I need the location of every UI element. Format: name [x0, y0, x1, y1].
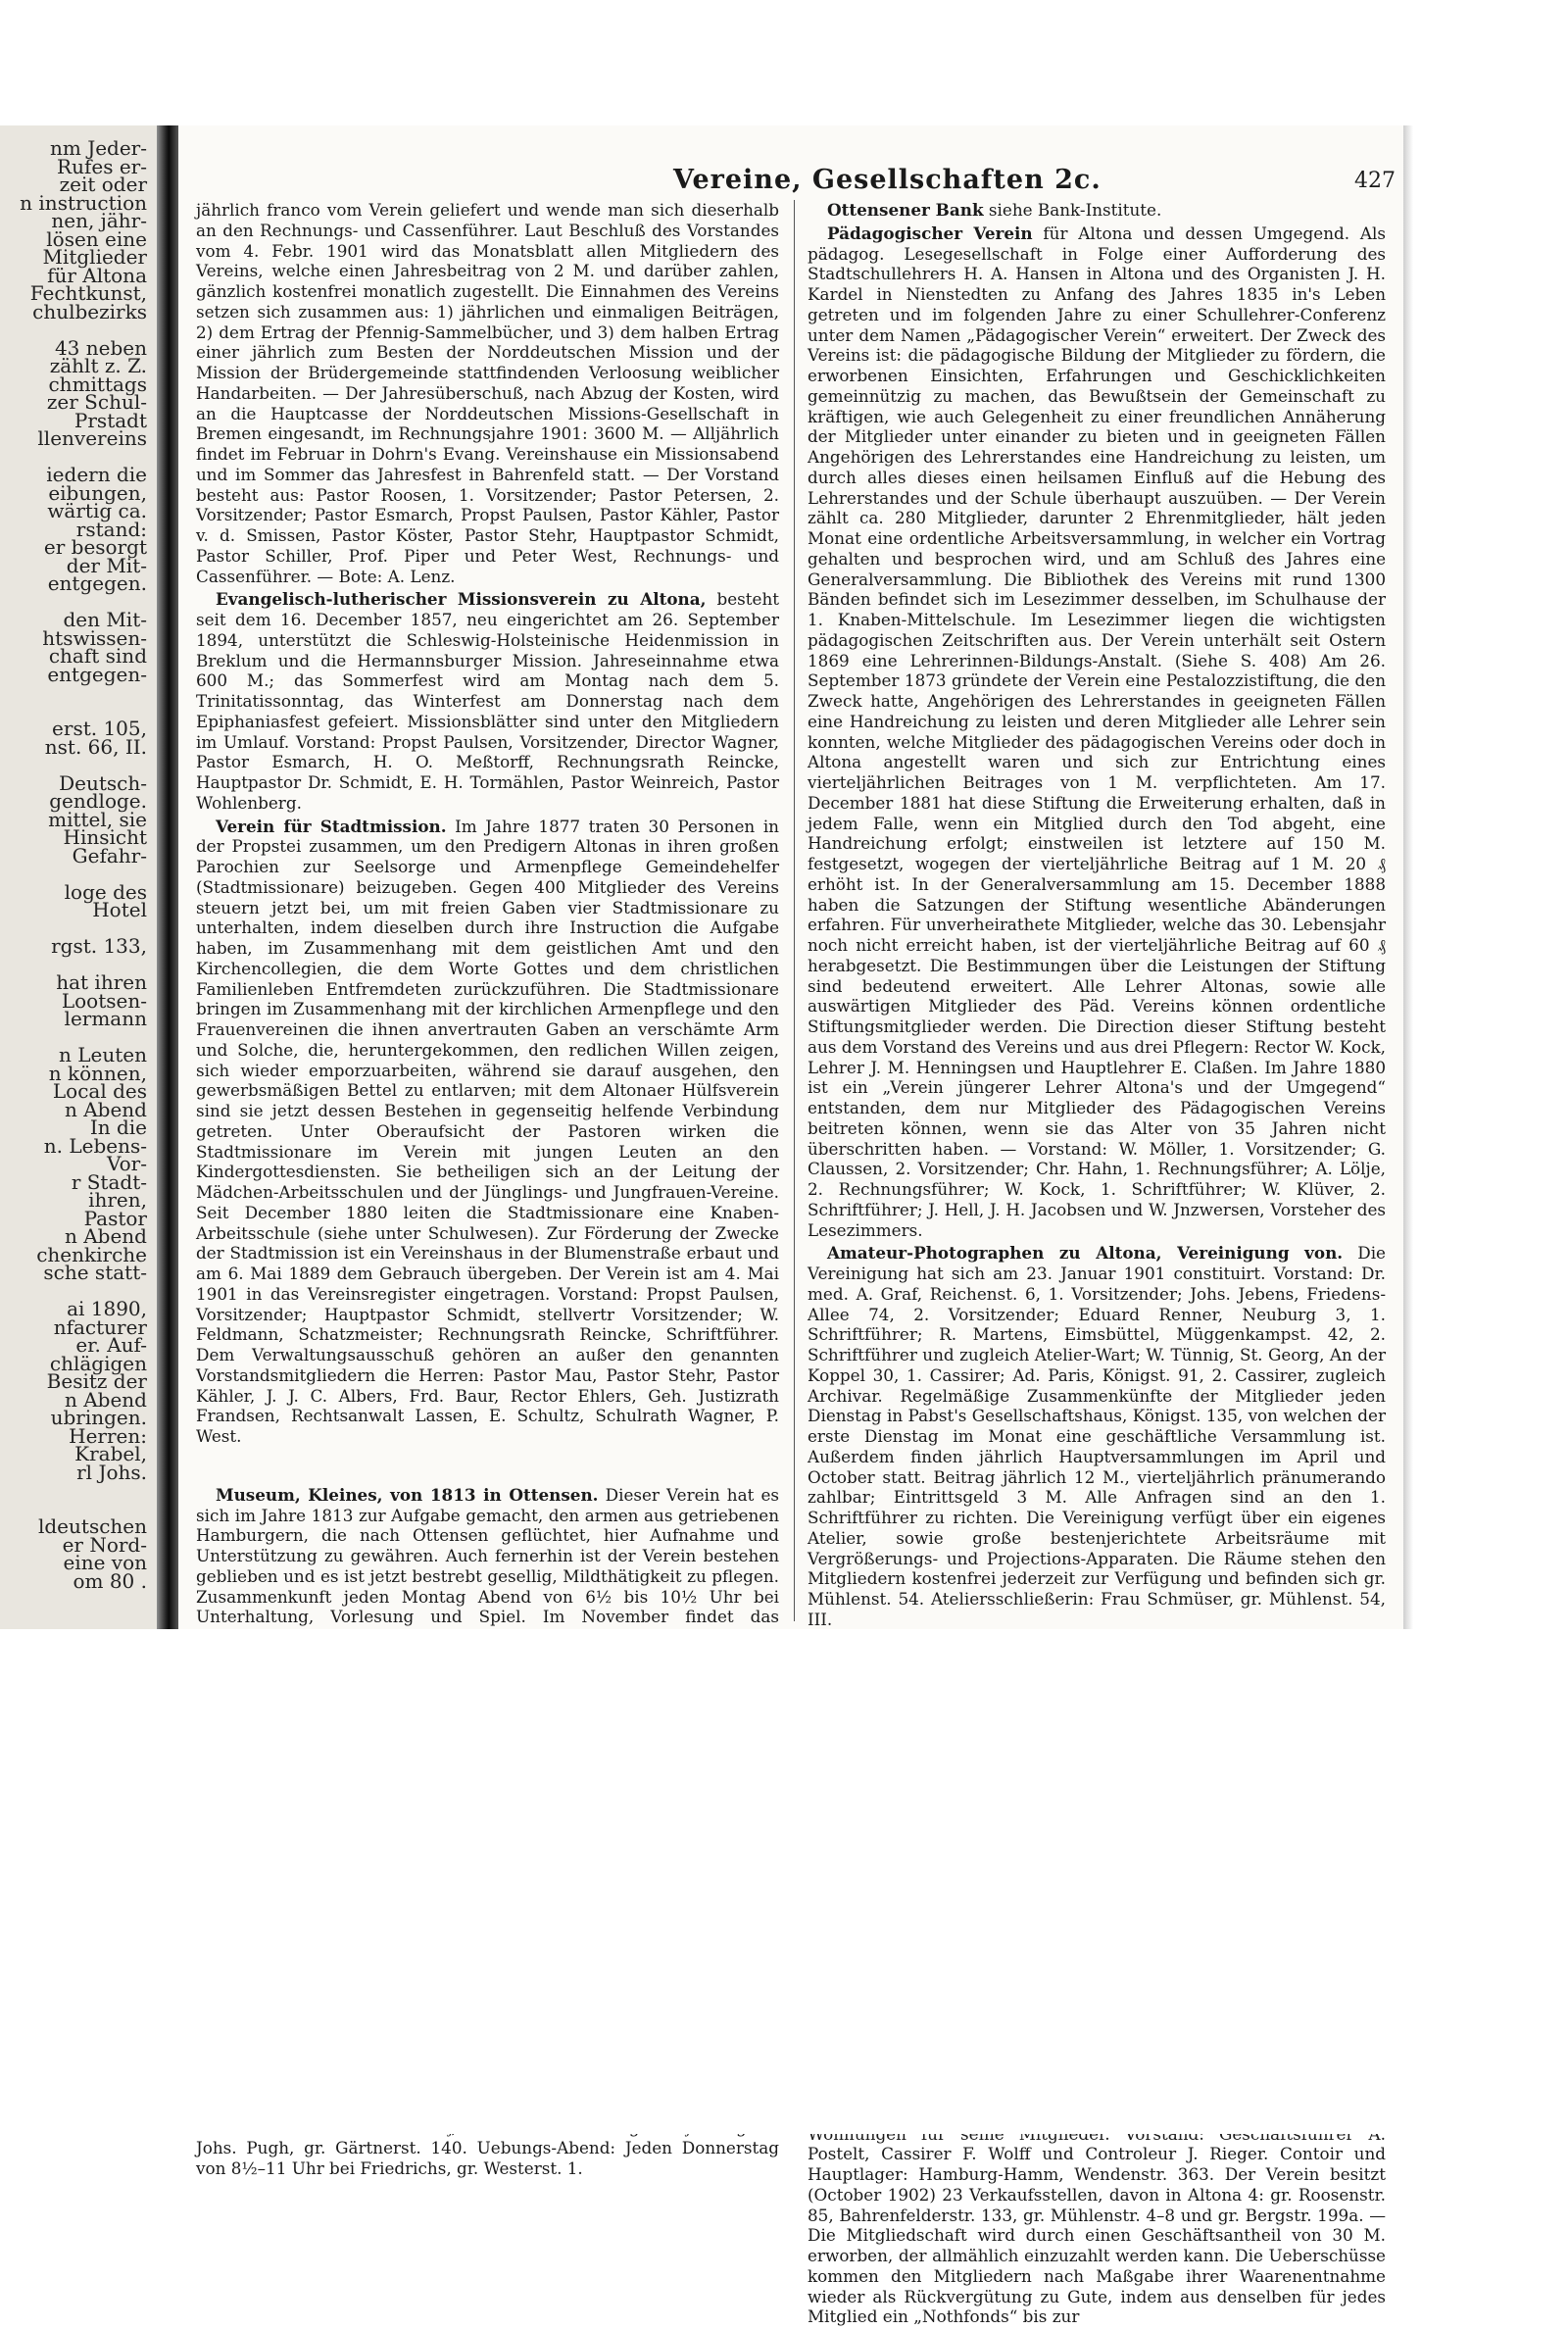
- book-gutter: [157, 125, 178, 1629]
- left-page-line: om 80 .: [73, 1568, 147, 1593]
- page-edge-shadow: [1403, 125, 1413, 1629]
- left-page-line: iedern die: [46, 463, 147, 486]
- left-page-line: Fechtkunst,: [29, 281, 147, 305]
- left-page-line: Pastor: [83, 1206, 147, 1230]
- left-page-line: n können,: [48, 1061, 147, 1085]
- left-page-line: Hinsicht: [63, 825, 147, 849]
- entry-paragraph: [196, 589, 779, 813]
- left-page-line: Krabel,: [74, 1442, 147, 1465]
- left-page-line: ihren,: [88, 1188, 147, 1212]
- left-page-line: sche statt-: [43, 1261, 147, 1284]
- left-page-line: nfacturer: [53, 1314, 147, 1339]
- left-page-line: n Leuten: [59, 1043, 147, 1066]
- left-page-line: erst. 105,: [52, 717, 147, 740]
- entry-paragraph: [808, 1243, 1386, 1629]
- entry-text: Im Jahre 1877 traten 30 Personen in der Propstei zusammen, um den Predigern Altonas in ihren großen Parochien zur Seelsorge und Armenpflege Gemeindehelfer (Stadtmissionare) beizugeben. Gegen 400 Mitglieder des Vereins steuern jetzt bei, um mit freien Gaben vier Stadtmissionare zu unterhalten, indem dieselben durch ihre Instruction die Aufgabe haben, im Zusammenhang mit dem geistlichen Amt und den Kirchencollegien, die dem Worte Gottes und dem christlichen Familienleben Entfremdeten zurückzuführen. Die Stadtmissionare bringen im Zusammenhang mit der kirchlichen Armenpflege und den Frauenvereinen die ihnen anvertrauten Gaben an verschämte Arm und Solche, die, heruntergekommen, den redlichen Willen zeigen, sich wieder emporzuarbeiten, während sie darauf ausgehen, den gewerbsmäßigen Bettel zu entlarven; mit dem Altonaer Hülfsverein sind sie jetzt dessen Bestehen in gegenseitig helfende Verbindung getreten. Unter Oberaufsicht der Pastoren wirken die Stadtmissionare im Verein mit jungen Leuten an den Kindergottesdiensten. Sie betheiligen sich an der Leitung der Mädchen-Arbeitsschulen und der Jünglings- und Jungfrauen-Vereine. Seit December 1880 leiten die Stadtmissionare eine Knaben-Arbeitsschule (siehe unter Schulwesen). Zur Förderung der Zwecke der Stadtmission ist ein Vereinshaus in der Blumenstraße erbaut und am 6. Mai 1889 dem Gebrauch übergeben. Der Verein ist am 4. Mai 1901 in das Vereinsregister eingetragen. Vorstand: Propst Paulsen, Vorsitzender; Hauptpastor Schmidt, stellvertr Vorsitzender; W. Feldmann, Schatzmeister; Rechnungsrath Reincke, Schriftführer. Dem Verwaltungsausschuß gehören an außer den genannten Vorstandsmitgliedern die Herren: Pastor Mau, Pastor Stehr, Pastor Kähler, J. J. C. Albers, Frd. Baur, Rector Ehlers, Geh. Justizrath Frandsen, Rechtsanwalt Lassen, E. Schultz, Schulrath Wagner, P. West.: [196, 816, 779, 1446]
- left-page-line: ai 1890,: [67, 1297, 147, 1320]
- left-page-line: chenkirche: [36, 1242, 147, 1266]
- left-page-line: Mitglieder: [42, 245, 147, 269]
- left-page-line: zeit oder: [59, 173, 147, 196]
- left-page-line: wärtig ca.: [47, 499, 147, 522]
- entry-organisation: Amateur-Photographen zu Altona, Vereinigung von.: [827, 1243, 1344, 1264]
- left-page-line: lösen eine: [46, 226, 147, 251]
- entry-paragraph: [808, 200, 1386, 221]
- left-page-line: 43 neben: [54, 335, 147, 360]
- left-page-line: Local des: [52, 1079, 147, 1103]
- entry-text: besteht seit dem 16. December 1857, neu eingerichtet am 26. September 1894, unterstützt die Schleswig-Holsteinische Heidenmission in Breklum und die Hermannsburger Mission. Jahreseinnahme etwa 600 M.; das Sommerfest wird am Montag nach dem 5. Trinitatissonntag, das Winterfest am Donnerstag nach dem Epiphaniasfest gefeiert. Missionsblätter sind unter den Mitgliedern im Umlauf. Vorstand: Propst Paulsen, Vorsitzender, Director Wagner, Pastor Esmarch, H. O. Meßtorff, Rechnungsrath Reincke, Hauptpastor Dr. Schmidt, E. H. Tormählen, Pastor Weinreich, Pastor Wohlenberg.: [196, 589, 779, 813]
- entry-paragraph: [196, 817, 779, 1447]
- left-page-line: nst. 66, II.: [44, 734, 147, 759]
- page-number: 427: [1354, 169, 1396, 193]
- column-divider: [794, 200, 795, 1621]
- left-page-line: Rufes er-: [57, 154, 147, 178]
- left-page-line: entgegen-: [47, 662, 147, 686]
- left-page-line: hat ihren: [56, 970, 147, 994]
- left-page-line: eine von: [63, 1551, 147, 1574]
- left-page-line: zer Schul-: [46, 390, 147, 414]
- left-page-line: rgst. 133,: [51, 934, 147, 958]
- left-page-line: Besitz der: [46, 1369, 147, 1393]
- left-page-line: chlägigen: [49, 1351, 147, 1375]
- left-page-line: llenvereins: [37, 426, 147, 450]
- left-page-line: für Altona: [47, 263, 147, 287]
- left-page-line: Hotel: [92, 898, 147, 921]
- entry-text: für Altona und dessen Umgegend. Als pädagog. Lesegesellschaft in Folge einer Aufforderung des Stadtschullehrers H. A. Hansen in Altona und des Organisten J. H. Kardel in Nienstedten zu Anfang des Jahres 1835 in's Leben getreten und im folgenden Jahre zu einer Schullehrer-Conferenz unter dem Namen „Pädagogischer Verein“ erweitert. Der Zweck des Vereins ist: die pädagogische Bildung der Mitglieder zu fördern, die erworbenen Einsichten, Erfahrungen und Geschicklichkeiten gemeinnützig zu machen, das Bewußtsein der Gemeinschaft zu kräftigen, wie auch Gelegenheit zu einer freundlichen Annäherung der Mitglieder unter einander zu bieten und in geeigneten Fällen Angehörigen des Lehrerstandes eine Handreichung zu leisten, um durch alles dieses einen heilsamen Einfluß auf die Hebung des Lehrerstandes und der Schule überhaupt auszuüben. — Der Verein zählt ca. 280 Mitglieder, darunter 2 Ehrenmitglieder, hält jeden Monat eine ordentliche Arbeitsversammlung, in welcher ein Vortrag gehalten und besprochen wird, und am Schluß des Jahres eine Generalversammlung. Die Bibliothek des Vereins mit rund 1300 Bänden befindet sich im Lesezimmer desselben, im Schulhause der 1. Knaben-Mittelschule. Im Lesezimmer liegen die wichtigsten pädagogischen Zeitschriften aus. Der Verein unterhält seit Ostern 1869 eine Lehrerinnen-Bildungs-Anstalt. (Siehe S. 408) Am 26. September 1873 gründete der Verein eine Pestalozzistiftung, die den Zweck hatte, Angehörigen des Lehrerstandes in geeigneten Fällen eine Handreichung zu leisten und deren Mitglieder alle Lehrer sein konnten, welche Mitglieder des pädagogischen Vereins oder doch in Altona angestellt waren und sich zur Entrichtung eines vierteljährlichen Beitrages von 1 M. verpflichteten. Am 17. December 1881 hat diese Stiftung die Erweiterung erhalten, daß in jedem Falle, wenn ein Mitglied durch den Tod abgeht, eine Handreichung erfolgt; einstweilen ist letztere auf 150 M. festgesetzt, wogegen der vierteljährliche Beitrag auf 1 M. 20 ₰ erhöht ist. In der Generalversammlung am 15. December 1888 haben die Satzungen der Stiftung wesentliche Abänderungen erfahren. Für unverheirathete Mitglieder, welche das 30. Lebensjahr noch nicht erreicht haben, ist der vierteljährliche Beitrag auf 60 ₰ herabgesetzt. Die Bestimmungen über die Leistungen der Stiftung sind bedeutend erweitert. Alle Lehrer Altonas, sowie alle auswärtigen Mitglieder des Päd. Vereins können ordentliche Stiftungsmitglieder werden. Die Direction dieser Stiftung besteht aus dem Vorstand des Vereins und aus drei Pflegern: Rector W. Kock, Lehrer J. M. Henningsen und Hauptlehrer E. Claßen. Im Jahre 1880 ist ein „Verein jüngerer Lehrer Altona's und der Umgegend“ entstanden, dem nur Mitglieder des Pädagogischen Vereins beitreten können, wenn sie das Alter von 35 Jahren nicht überschritten haben. — Vorstand: W. Möller, 1. Vorsitzender; G. Claussen, 2. Vorsitzender; Chr. Hahn, 1. Rechnungsführer; A. Lölje, 2. Rechnungsführer; W. Kock, 1. Schriftführer; W. Klüver, 2. Schriftführer; J. Hell, J. H. Jacobsen und W. Jnzwersen, Vorsteher des Lesezimmers.: [808, 223, 1386, 1240]
- page-header-title: Vereine, Gesellschaften 2c.: [673, 165, 1102, 195]
- left-page-line: n. Lebens-: [43, 1133, 147, 1158]
- left-page-line: Vor-: [107, 1152, 147, 1175]
- left-page-line: lermann: [64, 1007, 147, 1030]
- entry-organisation: Ottensener Bank: [827, 200, 984, 220]
- entry-organisation: Museum, Kleines, von 1813 in Ottensen.: [216, 1484, 599, 1505]
- entry-text: Die Vereinigung hat sich am 23. Januar 1901 constituirt. Vorstand: Dr. med. A. Graf, Reichenst. 6, 1. Vorsitzender; Johs. Jebens, Friedens-Allee 74, 2. Vorsitzender; Eduard Renner, Neuburg 3, 1. Schriftführer; R. Martens, Eimsbüttel, Müggenkampst. 42, 2. Schriftführer und zugleich Atelier-Wart; W. Tünnig, St. Georg, An der Koppel 30, 1. Cassirer; Ad. Paris, Königst. 91, 2. Cassirer, zugleich Archivar. Regelmäßige Zusammenkünfte der Mitglieder jeden Dienstag in Pabst's Gesellschaftshaus, Königst. 135, von welchen der erste Dienstag im Monat eine geschäftliche Versammlung ist. Außerdem finden jährlich Hauptversammlungen im April und October statt. Beitrag jährlich 12 M., vierteljährlich pränumerando zahlbar; Eintrittsgeld 3 M. Alle Anfragen sind an den 1. Schriftführer zu richten. Die Vereinigung verfügt über ein eigenes Atelier, sowie große bestenjerichtete Arbeitsräume mit Vergrößerungs- und Projections-Apparaten. Die Räume stehen den Mitgliedern kostenfrei jederzeit zur Verfügung und befinden sich gr. Mühlenst. 54. Ateliersschließerin: Frau Schmüser, gr. Mühlenst. 54, III.: [808, 1243, 1386, 1629]
- left-page-line: loge des: [64, 879, 147, 904]
- entry-organisation: Pädagogischer Verein: [827, 223, 1033, 243]
- entry-paragraph: [808, 223, 1386, 1241]
- entry-text: Postelt, Cassirer F. Wolff und Controleur J. Rieger. Contoir und Hauptlager: Hamburg-Hamm, Wendenstr. 363. Der Verein besitzt (October 1902) 23 Verkaufsstellen, davon in Altona 4: gr. Roosenstr. 85, Bahrenfelderstr. 133, gr. Mühlenstr. 4–8 und gr. Bergstr. 199a. — Die Mitgliedschaft wird durch einen Geschäftsantheil von 30 M. erworben, der allmählich einzuzahlt werden kann. Die Ueberschüsse kommen den Mitgliedern nach Maßgabe ihrer Waarenentnahme wieder als Rückvergütung zu Gute, indem aus denselben für jedes Mitglied ein „Nothfonds“ bis zur: [808, 2144, 1386, 2327]
- entry-text: Dieser Verein hat es sich im Jahre 1813 zur Aufgabe gemacht, den armen aus getriebenen Hamburgern, die nach Ottensen geflüchtet, hier Aufnahme und Unterstützung zu gewähren. Auch fernerhin ist der Verein bestehen geblieben und es ist jetzt bestrebt gesellig, Mildthätigkeit zu pflegen. Zusammenkunft jeden Montag Abend von 6½ bis 10½ Uhr bei Unterhaltung, Vorlesung und Spiel. Im November findet das: [196, 1484, 779, 1627]
- entry-text: Johs. Pugh, gr. Gärtnerst. 140. Uebungs-Abend: Jeden Donnerstag von 8½–11 Uhr bei Friedrichs, gr. Westerst. 1.: [196, 2138, 779, 2178]
- left-page-line: n instruction: [20, 190, 147, 215]
- entry-text: siehe Bank-Institute.: [988, 200, 1162, 220]
- left-page-line: In die: [89, 1115, 147, 1139]
- left-page-line: chulbezirks: [32, 299, 147, 323]
- left-page-fragment: [0, 125, 157, 1629]
- scan-background-bottom: [0, 1629, 1568, 2134]
- left-page-line: eibungen,: [48, 480, 147, 505]
- left-page-line: gendloge.: [49, 789, 147, 813]
- entry-organisation: Evangelisch-lutherischer Missionsverein zu Altona,: [216, 589, 707, 610]
- left-page-line: den Mit-: [63, 608, 147, 631]
- left-page-line: ubringen.: [50, 1406, 147, 1429]
- left-page-line: nm Jeder-: [49, 136, 147, 160]
- left-page-line: nen, jähr-: [51, 209, 147, 232]
- left-page-line: zählt z. Z.: [49, 354, 147, 377]
- entry-paragraph: [196, 200, 779, 586]
- left-page-line: ldeutschen: [37, 1514, 147, 1538]
- spacer: [196, 1450, 779, 1485]
- left-page-line: der Mit-: [66, 553, 147, 577]
- entry-organisation: Verein für Stadtmission.: [216, 816, 447, 836]
- left-page-line: r Stadt-: [71, 1169, 147, 1194]
- right-page: [178, 125, 1403, 2327]
- left-page-line: n Abend: [64, 1387, 147, 1412]
- left-page-line: er Nord-: [62, 1532, 147, 1557]
- left-page-line: rl Johs.: [76, 1460, 147, 1484]
- left-page-line: Prstadt: [74, 408, 147, 432]
- left-page-line: mittel, sie: [48, 807, 147, 831]
- scan-background-top: [0, 0, 1568, 125]
- left-page-line: Deutsch-: [59, 770, 147, 795]
- left-page-line: chmittags: [48, 372, 147, 396]
- left-page-line: htswissen-: [42, 625, 147, 650]
- left-page-line: entgegen.: [47, 571, 147, 595]
- left-page-line: n Abend: [64, 1097, 147, 1121]
- left-page-line: Herren:: [69, 1423, 147, 1448]
- left-page-line: rstand:: [75, 517, 147, 541]
- left-page-line: Gefahr-: [72, 843, 147, 868]
- entry-text: jährlich franco vom Verein geliefert und wende man sich dieserhalb an den Rechnungs- und Cassenführer. Laut Beschluß des Vorstandes vom 4. Febr. 1901 wird das Monatsblatt allen Mitgliedern des Vereins, welche einen Jahresbeitrag von 2 M. und darüber zahlen, gänzlich kostenfrei monatlich zugestellt. Die Einnahmen des Vereins setzen sich zusammen aus: 1) jährlichen und einmaligen Beiträgen, 2) dem Ertrag der Pfennig-Sammelbücher, und 3) dem halben Ertrag einer jährlich zum Besten der Norddeutschen Mission und der Mission der Brüdergemeinde stattfindenden Verloosung weiblicher Handarbeiten. — Der Jahresüberschuß, nach Abzug der Kosten, wird an die Hauptcasse der Norddeutschen Missions-Gesellschaft in Bremen eingesandt, im Rechnungsjahre 1901: 3600 M. — Alljährlich findet im Februar in Dohrn's Evang. Vereinshause ein Missionsabend und im Sommer das Jahresfest in Bahrenfeld statt. — Der Vorstand besteht aus: Pastor Roosen, 1. Vorsitzender; Pastor Petersen, 2. Vorsitzender; Pastor Esmarch, Propst Paulsen, Pastor Kähler, Pastor v. d. Smissen, Pastor Köster, Pastor Stehr, Hauptpastor Schmidt, Pastor Schiller, Prof. Piper und Peter West, Rechnungs- und Cassenführer. — Bote: A. Lenz.: [196, 200, 779, 586]
- left-page-line: er. Auf-: [75, 1333, 147, 1357]
- left-page-line: chaft sind: [48, 644, 147, 668]
- left-page-line: Lootsen-: [61, 988, 147, 1013]
- left-page-line: er besorgt: [43, 535, 147, 559]
- left-page-line: n Abend: [64, 1224, 147, 1248]
